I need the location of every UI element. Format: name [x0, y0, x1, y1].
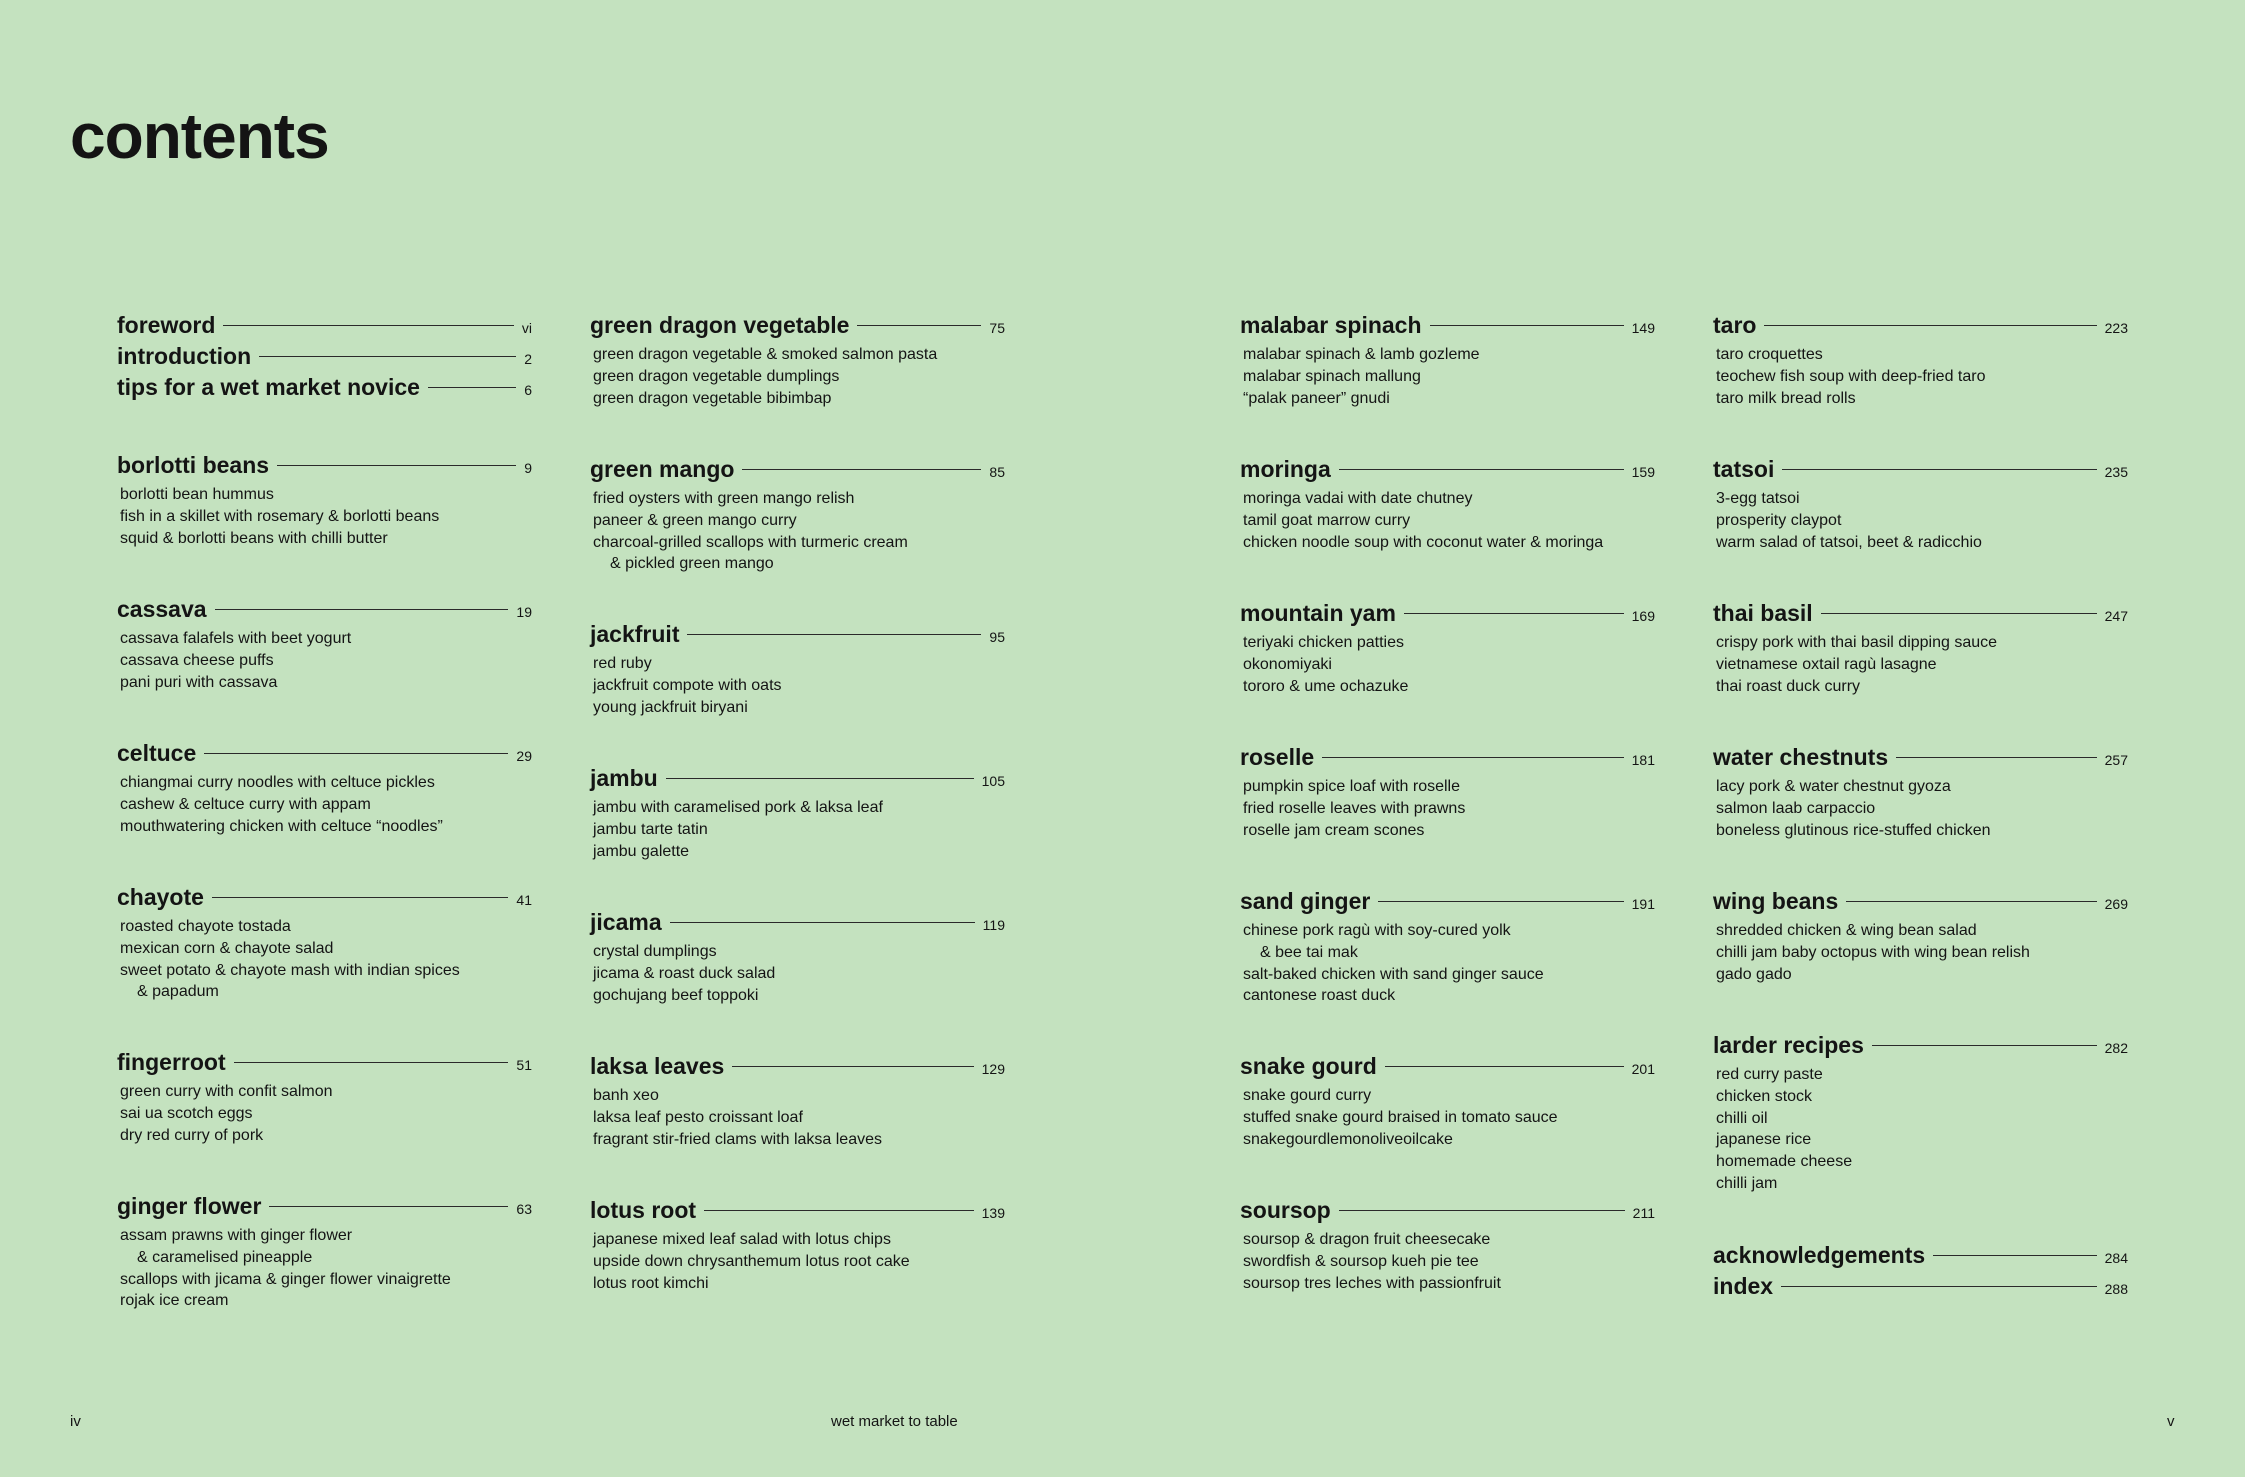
chapter-title: moringa — [1240, 456, 1331, 482]
page-number: 284 — [2104, 1250, 2128, 1266]
recipe-item: fried roselle leaves with prawns — [1243, 799, 1466, 817]
recipe-list — [1240, 344, 1655, 409]
chapter-title: mountain yam — [1240, 600, 1396, 626]
toc-heading — [117, 1193, 532, 1225]
toc-heading — [1713, 888, 2128, 920]
leader-line — [1872, 1045, 2097, 1046]
page-number: 2 — [524, 351, 532, 367]
recipe-item: cassava cheese puffs — [120, 651, 274, 669]
recipe-list — [1240, 1229, 1655, 1294]
toc-entry-moringa — [1240, 456, 1655, 553]
page-number: 139 — [981, 1205, 1005, 1221]
chapter-title: jicama — [590, 909, 662, 935]
toc-heading — [1240, 744, 1655, 776]
recipe-item: roselle jam cream scones — [1243, 821, 1425, 839]
recipe-list — [590, 1229, 1005, 1294]
toc-entry-chayote — [117, 884, 532, 1003]
recipe-item: jackfruit compote with oats — [593, 676, 782, 694]
recipe-list — [590, 344, 1005, 409]
recipe-list — [590, 941, 1005, 1006]
recipe-item: malabar spinach mallung — [1243, 367, 1421, 385]
page-number: vi — [521, 320, 532, 336]
recipe-item: japanese mixed leaf salad with lotus chips — [593, 1231, 891, 1248]
toc-heading — [1713, 1242, 2128, 1274]
recipe-list — [1713, 344, 2128, 409]
recipe-item: chicken stock — [1716, 1087, 1813, 1105]
recipe-list — [117, 1081, 532, 1146]
recipe-item: chilli jam baby octopus with wing bean relish — [1716, 943, 2030, 961]
recipe-item: snake gourd curry — [1243, 1087, 1372, 1104]
recipe-item: scallops with jicama & ginger flower vinaigrette — [120, 1270, 451, 1288]
toc-heading — [1240, 312, 1655, 344]
leader-line — [1339, 469, 1624, 470]
toc-entry-ginger-flower — [117, 1193, 532, 1312]
leader-line — [1385, 1066, 1624, 1067]
toc-heading — [1713, 312, 2128, 344]
page-number: 159 — [1631, 464, 1655, 480]
chapter-title: celtuce — [117, 740, 197, 766]
chapter-title: chayote — [117, 884, 204, 910]
recipe-list — [117, 1225, 532, 1312]
page-number: 149 — [1631, 320, 1655, 336]
recipe-list — [1240, 920, 1655, 1007]
recipe-item: boneless glutinous rice-stuffed chicken — [1716, 821, 1991, 839]
recipe-item: chilli oil — [1716, 1109, 1768, 1127]
recipe-item: cantonese roast duck — [1243, 987, 1396, 1005]
toc-entry-tips-for-a-wet-market-novice — [117, 374, 532, 406]
chapter-title: soursop — [1240, 1197, 1331, 1223]
recipe-item: cashew & celtuce curry with appam — [120, 795, 371, 813]
leader-line — [670, 922, 975, 923]
toc-heading — [1240, 1197, 1655, 1229]
recipe-item: & bee tai mak — [1260, 943, 1358, 961]
toc-entry-green-mango — [590, 456, 1005, 575]
recipe-item: taro milk bread rolls — [1716, 389, 1856, 407]
toc-entry-foreword — [117, 312, 532, 344]
leader-line — [1764, 325, 2096, 326]
chapter-title: lotus root — [590, 1197, 697, 1223]
toc-entry-celtuce — [117, 740, 532, 837]
recipe-item: charcoal-grilled scallops with turmeric cream — [593, 533, 908, 551]
page-number: 201 — [1631, 1061, 1655, 1077]
toc-heading — [1240, 888, 1655, 920]
toc-heading — [1713, 1032, 2128, 1064]
recipe-list — [1713, 1064, 2128, 1195]
toc-entry-larder-recipes — [1713, 1032, 2128, 1195]
toc-entry-thai-basil — [1713, 600, 2128, 697]
toc-heading — [1240, 456, 1655, 488]
chapter-title: laksa leaves — [590, 1053, 725, 1079]
recipe-list — [1240, 488, 1655, 553]
recipe-list — [117, 628, 532, 693]
recipe-item: green curry with confit salmon — [120, 1083, 333, 1100]
chapter-title: tatsoi — [1713, 456, 1775, 482]
leader-line — [269, 1206, 508, 1207]
recipe-item: salmon laab carpaccio — [1716, 799, 1876, 817]
toc-heading — [1713, 744, 2128, 776]
recipe-item: 3-egg tatsoi — [1716, 490, 1800, 507]
chapter-title: larder recipes — [1713, 1032, 1864, 1058]
chapter-title: thai basil — [1713, 600, 1813, 626]
toc-entry-fingerroot — [117, 1049, 532, 1146]
recipe-item: homemade cheese — [1716, 1153, 1853, 1171]
chapter-title: roselle — [1240, 744, 1315, 770]
chapter-title: jackfruit — [590, 621, 680, 647]
toc-entry-malabar-spinach — [1240, 312, 1655, 409]
toc-heading — [117, 884, 532, 916]
right-page-number: v — [2167, 1413, 2175, 1430]
toc-entry-laksa-leaves — [590, 1053, 1005, 1150]
toc-heading — [117, 452, 532, 484]
recipe-item: lacy pork & water chestnut gyoza — [1716, 778, 1951, 795]
chapter-title: snake gourd — [1240, 1053, 1377, 1079]
page-number: 41 — [516, 892, 532, 908]
recipe-item: cassava falafels with beet yogurt — [120, 630, 352, 647]
chapter-title: borlotti beans — [117, 452, 270, 478]
recipe-item: green dragon vegetable bibimbap — [593, 389, 832, 407]
recipe-list — [117, 916, 532, 1003]
recipe-item: thai roast duck curry — [1716, 677, 1861, 695]
recipe-item: chicken noodle soup with coconut water & moringa — [1243, 533, 1604, 551]
chapter-title: foreword — [117, 312, 216, 338]
recipe-list — [1240, 776, 1655, 841]
toc-entry-tatsoi — [1713, 456, 2128, 553]
toc-heading — [117, 343, 532, 375]
toc-entry-acknowledgements — [1713, 1242, 2128, 1274]
recipe-item: & pickled green mango — [610, 555, 774, 573]
leader-line — [234, 1062, 509, 1063]
chapter-title: water chestnuts — [1713, 744, 1889, 770]
toc-heading — [117, 1049, 532, 1081]
running-footer-title: wet market to table — [831, 1413, 958, 1430]
recipe-item: malabar spinach & lamb gozleme — [1243, 346, 1480, 363]
chapter-title: acknowledgements — [1713, 1242, 1926, 1268]
leader-line — [666, 778, 974, 779]
toc-entry-green-dragon-vegetable — [590, 312, 1005, 409]
chapter-title: tips for a wet market novice — [117, 374, 420, 400]
leader-line — [1821, 613, 2097, 614]
toc-entry-soursop — [1240, 1197, 1655, 1294]
toc-entry-jambu — [590, 765, 1005, 862]
recipe-item: rojak ice cream — [120, 1292, 229, 1310]
leader-line — [1846, 901, 2096, 902]
recipe-item: pumpkin spice loaf with roselle — [1243, 778, 1460, 795]
recipe-item: crystal dumplings — [593, 943, 717, 960]
toc-heading — [1713, 1273, 2128, 1305]
page-number: 63 — [516, 1201, 532, 1217]
page-number: 129 — [981, 1061, 1005, 1077]
toc-heading — [117, 596, 532, 628]
recipe-item: assam prawns with ginger flower — [120, 1227, 353, 1244]
recipe-item: fish in a skillet with rosemary & borlotti beans — [120, 507, 440, 525]
recipe-item: teochew fish soup with deep-fried taro — [1716, 367, 1986, 385]
page-number: 169 — [1631, 608, 1655, 624]
recipe-item: sweet potato & chayote mash with indian spices — [120, 961, 460, 979]
leader-line — [204, 753, 508, 754]
recipe-item: prosperity claypot — [1716, 511, 1842, 529]
page-number: 181 — [1631, 752, 1655, 768]
toc-heading — [590, 1053, 1005, 1085]
leader-line — [215, 609, 509, 610]
recipe-item: chilli jam — [1716, 1174, 1778, 1192]
recipe-item: moringa vadai with date chutney — [1243, 490, 1473, 507]
leader-line — [223, 325, 513, 326]
toc-entry-taro — [1713, 312, 2128, 409]
recipe-item: chiangmai curry noodles with celtuce pickles — [120, 774, 435, 791]
recipe-list — [117, 484, 532, 549]
toc-entry-roselle — [1240, 744, 1655, 841]
recipe-item: vietnamese oxtail ragù lasagne — [1716, 655, 1937, 673]
chapter-title: jambu — [590, 765, 658, 791]
recipe-item: & caramelised pineapple — [137, 1248, 313, 1266]
toc-heading — [1240, 1053, 1655, 1085]
recipe-item: banh xeo — [593, 1087, 659, 1104]
recipe-item: shredded chicken & wing bean salad — [1716, 922, 1977, 939]
page-number: 6 — [524, 382, 532, 398]
recipe-item: jambu tarte tatin — [593, 820, 708, 838]
chapter-title: green dragon vegetable — [590, 312, 850, 338]
recipe-item: swordfish & soursop kueh pie tee — [1243, 1252, 1479, 1270]
toc-heading — [590, 621, 1005, 653]
chapter-title: ginger flower — [117, 1193, 262, 1219]
page-number: 119 — [982, 917, 1005, 933]
toc-heading — [117, 312, 532, 344]
recipe-item: squid & borlotti beans with chilli butter — [120, 529, 388, 547]
recipe-item: “palak paneer” gnudi — [1243, 389, 1390, 407]
recipe-item: fragrant stir-fried clams with laksa leaves — [593, 1130, 882, 1148]
chapter-title: introduction — [117, 343, 252, 369]
chapter-title: index — [1713, 1273, 1774, 1299]
toc-entry-sand-ginger — [1240, 888, 1655, 1007]
toc-entry-mountain-yam — [1240, 600, 1655, 697]
toc-heading — [1240, 600, 1655, 632]
toc-entry-wing-beans — [1713, 888, 2128, 985]
recipe-list — [590, 488, 1005, 575]
recipe-item: mouthwatering chicken with celtuce “noodles” — [120, 817, 443, 835]
page-number: 269 — [2104, 896, 2128, 912]
page-number: 191 — [1631, 896, 1655, 912]
leader-line — [1322, 757, 1623, 758]
toc-entry-water-chestnuts — [1713, 744, 2128, 841]
recipe-list — [1713, 776, 2128, 841]
recipe-list — [117, 772, 532, 837]
leader-line — [687, 634, 981, 635]
recipe-item: dry red curry of pork — [120, 1126, 264, 1144]
page-number: 51 — [516, 1057, 532, 1073]
toc-entry-jicama — [590, 909, 1005, 1006]
toc-heading — [1713, 456, 2128, 488]
leader-line — [1378, 901, 1623, 902]
recipe-list — [590, 653, 1005, 718]
recipe-item: gochujang beef toppoki — [593, 986, 759, 1004]
recipe-item: paneer & green mango curry — [593, 511, 797, 529]
leader-line — [1404, 613, 1624, 614]
recipe-item: borlotti bean hummus — [120, 486, 274, 503]
page-number: 75 — [989, 320, 1005, 336]
toc-heading — [590, 909, 1005, 941]
recipe-item: soursop & dragon fruit cheesecake — [1243, 1231, 1491, 1248]
recipe-item: red curry paste — [1716, 1066, 1823, 1083]
recipe-item: green dragon vegetable & smoked salmon pasta — [593, 346, 938, 363]
recipe-item: mexican corn & chayote salad — [120, 939, 334, 957]
recipe-item: jicama & roast duck salad — [593, 964, 776, 982]
leader-line — [704, 1210, 974, 1211]
recipe-item: okonomiyaki — [1243, 655, 1332, 673]
recipe-item: crispy pork with thai basil dipping sauce — [1716, 634, 1998, 651]
toc-heading — [117, 740, 532, 772]
page-number: 288 — [2104, 1281, 2128, 1297]
page-number: 223 — [2104, 320, 2128, 336]
recipe-item: salt-baked chicken with sand ginger sauce — [1243, 965, 1544, 983]
chapter-title: green mango — [590, 456, 735, 482]
chapter-title: malabar spinach — [1240, 312, 1422, 338]
leader-line — [1781, 1286, 2097, 1287]
page-number: 9 — [524, 460, 532, 476]
recipe-item: young jackfruit biryani — [593, 698, 748, 716]
toc-entry-lotus-root — [590, 1197, 1005, 1294]
recipe-list — [1240, 1085, 1655, 1150]
recipe-item: chinese pork ragù with soy-cured yolk — [1243, 922, 1511, 939]
recipe-list — [1713, 920, 2128, 985]
page-number: 105 — [981, 773, 1005, 789]
recipe-item: pani puri with cassava — [120, 673, 278, 691]
recipe-item: lotus root kimchi — [593, 1274, 709, 1292]
recipe-list — [590, 1085, 1005, 1150]
toc-entry-borlotti-beans — [117, 452, 532, 549]
leader-line — [857, 325, 981, 326]
page-number: 85 — [989, 464, 1005, 480]
leader-line — [212, 897, 508, 898]
recipe-item: stuffed snake gourd braised in tomato sauce — [1243, 1108, 1558, 1126]
recipe-item: & papadum — [137, 983, 219, 1001]
recipe-item: jambu with caramelised pork & laksa leaf — [593, 799, 883, 816]
toc-heading — [590, 312, 1005, 344]
toc-entry-snake-gourd — [1240, 1053, 1655, 1150]
leader-line — [1339, 1210, 1625, 1211]
recipe-item: fried oysters with green mango relish — [593, 490, 855, 507]
toc-heading — [1713, 600, 2128, 632]
recipe-item: taro croquettes — [1716, 346, 1823, 363]
recipe-item: green dragon vegetable dumplings — [593, 367, 840, 385]
recipe-item: teriyaki chicken patties — [1243, 634, 1404, 651]
recipe-item: sai ua scotch eggs — [120, 1104, 253, 1122]
recipe-list — [590, 797, 1005, 862]
page-number: 235 — [2104, 464, 2128, 480]
recipe-item: jambu galette — [593, 842, 690, 860]
recipe-list — [1713, 488, 2128, 553]
chapter-title: fingerroot — [117, 1049, 226, 1075]
page-number: 211 — [1632, 1205, 1655, 1221]
toc-entry-cassava — [117, 596, 532, 693]
recipe-item: laksa leaf pesto croissant loaf — [593, 1108, 803, 1126]
toc-entry-index — [1713, 1273, 2128, 1305]
leader-line — [1896, 757, 2097, 758]
recipe-item: snakegourdlemonoliveoilcake — [1243, 1130, 1453, 1148]
chapter-title: sand ginger — [1240, 888, 1371, 914]
leader-line — [428, 387, 516, 388]
toc-heading — [590, 765, 1005, 797]
toc-heading — [117, 374, 532, 406]
leader-line — [732, 1066, 973, 1067]
leader-line — [1782, 469, 2096, 470]
recipe-item: japanese rice — [1716, 1131, 1812, 1149]
page-number: 247 — [2104, 608, 2128, 624]
page-number: 29 — [516, 748, 532, 764]
toc-heading — [590, 456, 1005, 488]
recipe-item: tororo & ume ochazuke — [1243, 677, 1409, 695]
page-number: 95 — [989, 629, 1005, 645]
toc-heading — [590, 1197, 1005, 1229]
chapter-title: cassava — [117, 596, 207, 622]
recipe-item: roasted chayote tostada — [120, 918, 291, 935]
recipe-list — [1713, 632, 2128, 697]
leader-line — [742, 469, 981, 470]
recipe-item: warm salad of tatsoi, beet & radicchio — [1716, 533, 1982, 551]
toc-entry-introduction — [117, 343, 532, 375]
leader-line — [1430, 325, 1624, 326]
recipe-item: tamil goat marrow curry — [1243, 511, 1411, 529]
recipe-item: gado gado — [1716, 965, 1792, 983]
page-number: 257 — [2104, 752, 2128, 768]
recipe-item: soursop tres leches with passionfruit — [1243, 1274, 1501, 1292]
page-number: 282 — [2104, 1040, 2128, 1056]
chapter-title: taro — [1713, 312, 1757, 338]
left-page-number: iv — [70, 1413, 81, 1430]
recipe-list — [1240, 632, 1655, 697]
page-title: contents — [70, 100, 329, 172]
leader-line — [259, 356, 516, 357]
recipe-item: upside down chrysanthemum lotus root cake — [593, 1252, 910, 1270]
leader-line — [1933, 1255, 2096, 1256]
page-number: 19 — [516, 604, 532, 620]
toc-entry-jackfruit — [590, 621, 1005, 718]
recipe-item: red ruby — [593, 655, 652, 672]
leader-line — [277, 465, 516, 466]
chapter-title: wing beans — [1713, 888, 1839, 914]
